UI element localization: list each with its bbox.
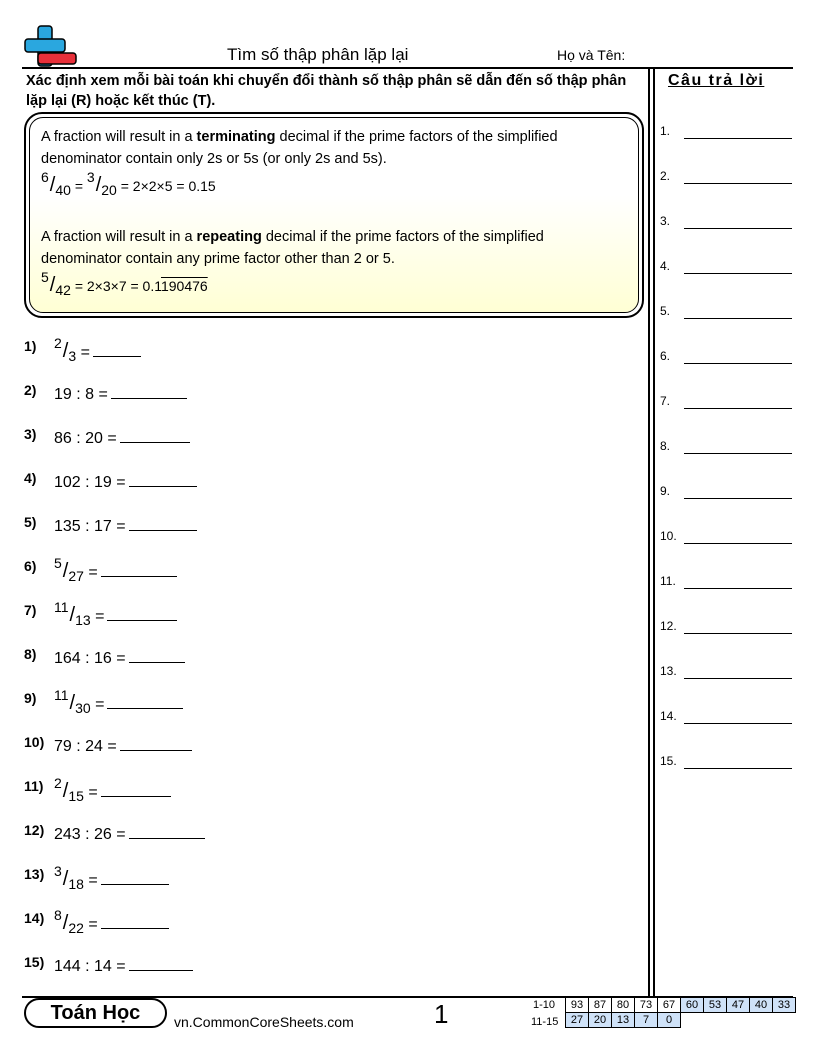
answer-blank[interactable] — [101, 562, 177, 577]
repeating-example: 5/42 = 2×3×7 = 0.1190476 — [41, 269, 208, 298]
answer-line-12[interactable] — [684, 633, 792, 634]
score-key-cell: 93 — [566, 998, 589, 1013]
problem-expression: 102 : 19 = — [54, 474, 126, 491]
problem-expression: 79 : 24 = — [54, 738, 117, 755]
problem-6 — [24, 555, 177, 584]
answer-label-11: 11. — [660, 574, 676, 588]
answer-blank[interactable] — [129, 824, 205, 839]
score-key-cell: 47 — [727, 998, 750, 1013]
score-key-cell: 40 — [750, 998, 773, 1013]
answer-line-7[interactable] — [684, 408, 792, 409]
answer-blank[interactable] — [107, 606, 177, 621]
score-key-cell: 80 — [612, 998, 635, 1013]
answer-label-2: 2. — [660, 169, 671, 183]
answer-blank[interactable] — [107, 694, 183, 709]
score-key-cell: 13 — [612, 1013, 635, 1028]
problem-number: 4) — [24, 470, 37, 486]
score-key-cell: 67 — [658, 998, 681, 1013]
instructions: Xác định xem mỗi bài toán khi chuyển đổi thành số thập phân sẽ dẫn đến số thập phân lặp lại (R) hoặc kết thúc (T). — [26, 73, 627, 109]
brand-badge: Toán Học — [24, 998, 167, 1028]
answer-blank[interactable] — [129, 516, 197, 531]
problem-9 — [24, 687, 183, 716]
problem-number: 8) — [24, 646, 37, 662]
problem-number: 3) — [24, 426, 37, 442]
problem-number: 10) — [24, 734, 45, 750]
answer-label-3: 3. — [660, 214, 671, 228]
answer-line-3[interactable] — [684, 228, 792, 229]
answer-line-2[interactable] — [684, 183, 792, 184]
answer-line-11[interactable] — [684, 588, 792, 589]
problem-12 — [24, 824, 205, 844]
problem-3 — [24, 428, 190, 448]
answer-label-15: 15. — [660, 754, 677, 768]
answer-label-9: 9. — [660, 484, 671, 498]
name-label: Họ và Tên: — [557, 47, 626, 63]
answer-line-15[interactable] — [684, 768, 792, 769]
score-key-cell: 73 — [635, 998, 658, 1013]
problem-number: 12) — [24, 822, 45, 838]
problem-number: 6) — [24, 558, 37, 574]
problem-number: 11) — [24, 778, 44, 794]
answers-title: Câu trả lời — [668, 72, 765, 89]
column-divider-inner — [653, 67, 655, 997]
answer-blank[interactable] — [101, 914, 169, 929]
problem-13 — [24, 863, 169, 892]
problem-expression: 135 : 17 = — [54, 518, 126, 535]
answer-label-4: 4. — [660, 259, 671, 273]
problem-1 — [24, 335, 141, 364]
problem-7 — [24, 599, 177, 628]
answer-line-1[interactable] — [684, 138, 792, 139]
answer-line-14[interactable] — [684, 723, 792, 724]
terminating-example: 6/40 = 3/20 = 2×2×5 = 0.15 — [41, 169, 216, 198]
problem-number: 2) — [24, 382, 37, 398]
problem-fraction: 3/18 = — [54, 863, 98, 892]
answer-blank[interactable] — [111, 384, 187, 399]
score-key-cell: 20 — [589, 1013, 612, 1028]
answer-blank[interactable] — [129, 956, 193, 971]
problem-11 — [24, 775, 171, 804]
answer-line-9[interactable] — [684, 498, 792, 499]
problem-5 — [24, 516, 197, 536]
page-title: Tìm số thập phân lặp lại — [227, 45, 409, 64]
answer-blank[interactable] — [129, 648, 185, 663]
problem-expression: 86 : 20 = — [54, 430, 117, 447]
score-key-cell: 27 — [566, 1013, 589, 1028]
problem-number: 14) — [24, 910, 45, 926]
answer-blank[interactable] — [120, 736, 192, 751]
answer-label-7: 7. — [660, 394, 671, 408]
header-divider — [22, 67, 793, 69]
score-key-label-2: 11-15 — [531, 1016, 559, 1028]
problem-number: 13) — [24, 866, 45, 882]
score-key-cell: 7 — [635, 1013, 658, 1028]
answer-label-6: 6. — [660, 349, 671, 363]
score-key-cell: 33 — [773, 998, 796, 1013]
problem-fraction: 2/15 = — [54, 775, 98, 804]
problem-fraction: 2/3 = — [54, 335, 90, 364]
problem-4 — [24, 472, 197, 492]
answer-blank[interactable] — [129, 472, 197, 487]
problem-2 — [24, 384, 187, 404]
problem-number: 9) — [24, 690, 37, 706]
problem-fraction: 11/13 = — [54, 599, 105, 628]
score-key-cell: 87 — [589, 998, 612, 1013]
site-url: vn.CommonCoreSheets.com — [174, 1014, 354, 1030]
answer-label-13: 13. — [660, 664, 677, 678]
answer-label-5: 5. — [660, 304, 671, 318]
score-key-cell: 0 — [658, 1013, 681, 1028]
problem-number: 15) — [24, 954, 45, 970]
problem-fraction: 11/30 = — [54, 687, 105, 716]
problem-expression: 243 : 26 = — [54, 826, 126, 843]
problem-expression: 164 : 16 = — [54, 650, 126, 667]
answer-line-10[interactable] — [684, 543, 792, 544]
answer-blank[interactable] — [101, 870, 169, 885]
page-number: 1 — [434, 999, 449, 1029]
terminating-rule: A fraction will result in a terminating decimal if the prime factors of the simplified denominator contain only 2s or 5s (or only 2s and 5s). — [41, 129, 558, 167]
problem-14 — [24, 907, 169, 936]
answer-label-14: 14. — [660, 709, 677, 723]
answer-line-6[interactable] — [684, 363, 792, 364]
answer-label-10: 10. — [660, 529, 677, 543]
answer-blank[interactable] — [93, 342, 141, 357]
answer-line-8[interactable] — [684, 453, 792, 454]
info-box — [24, 112, 644, 318]
problem-number: 5) — [24, 514, 37, 530]
score-key-label-1: 1-10 — [533, 999, 556, 1011]
score-key-cell: 60 — [681, 998, 704, 1013]
problem-fraction: 5/27 = — [54, 555, 98, 584]
score-key-table — [565, 997, 796, 1028]
problem-expression: 19 : 8 = — [54, 386, 108, 403]
problem-fraction: 8/22 = — [54, 907, 98, 936]
problem-expression: 144 : 14 = — [54, 958, 126, 975]
answer-line-5[interactable] — [684, 318, 792, 319]
answer-blank[interactable] — [120, 428, 190, 443]
answer-blank[interactable] — [101, 782, 171, 797]
problem-10 — [24, 736, 192, 756]
repeating-rule: A fraction will result in a repeating decimal if the prime factors of the simplified denominator contain any prime factor other than 2 or 5. — [41, 229, 544, 267]
answer-line-4[interactable] — [684, 273, 792, 274]
problem-8 — [24, 648, 185, 668]
score-key-cell: 53 — [704, 998, 727, 1013]
column-divider — [648, 67, 650, 997]
problem-number: 7) — [24, 602, 37, 618]
answer-label-1: 1. — [660, 124, 671, 138]
answer-line-13[interactable] — [684, 678, 792, 679]
problem-number: 1) — [24, 338, 37, 354]
answer-label-8: 8. — [660, 439, 671, 453]
answer-label-12: 12. — [660, 619, 677, 633]
problem-15 — [24, 956, 193, 976]
plus-minus-logo-icon — [24, 24, 80, 68]
